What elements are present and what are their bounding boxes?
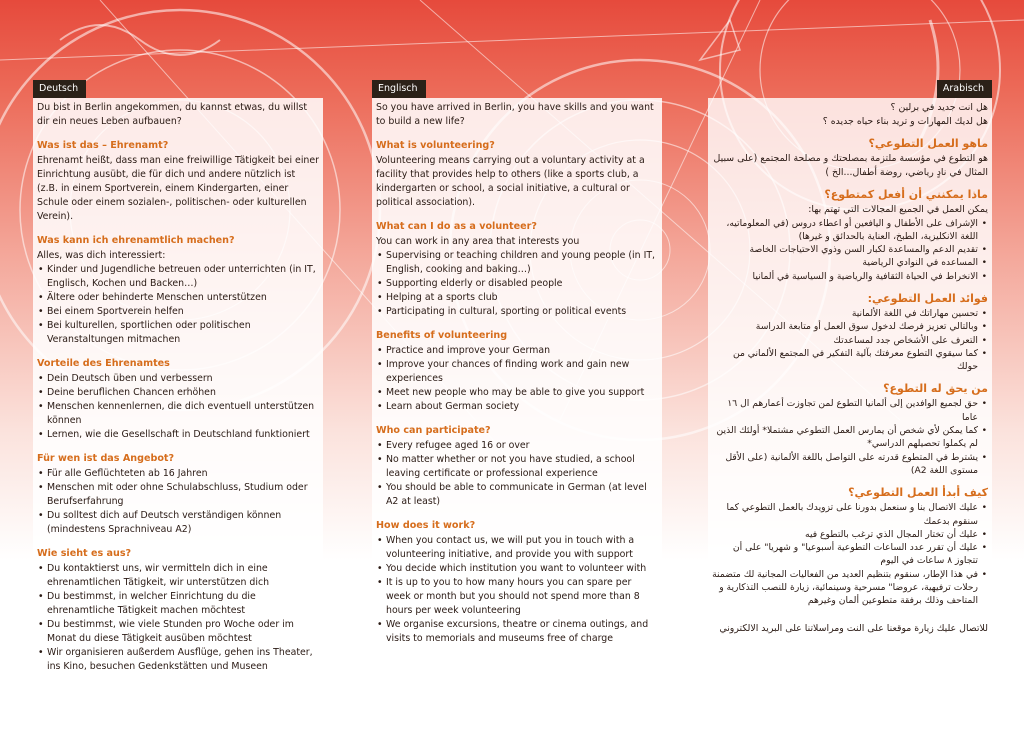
section-text: You can work in any area that interests you: [376, 236, 580, 247]
bullet-list: [712, 397, 988, 477]
list-item: • Supervising or teaching children and young people (in IT, English, cooking and baking…): [376, 249, 658, 277]
list-item: • It is up to you to how many hours you can spare per week or month but you should not spend more than 8 hours per week volunteering: [376, 576, 658, 618]
list-item: • يشترط في المتطوع قدرته على التواصل باللغة الألمانية (على الأقل مستوى اللغة A2): [712, 451, 988, 478]
bullet-list: [712, 501, 988, 607]
list-item: • Dein Deutsch üben und verbessern: [37, 372, 319, 386]
column-englisch: [372, 76, 662, 652]
list-item: • المساعده في النوادي الرياضية: [712, 256, 988, 269]
list-item: • Du bestimmst, wie viele Stunden pro Woche oder im Monat du diese Tätigkeit ausüben möchtest: [37, 618, 319, 646]
bullet-list: [712, 307, 988, 373]
list-item: • عليك أن تقرر عدد الساعات التطوعية أسبوعيا" و شهريا" على أن تتجاوز ٨ ساعات في اليوم: [712, 541, 988, 568]
section-heading: Für wen ist das Angebot?: [37, 453, 175, 464]
column-deutsch: [33, 76, 323, 680]
list-item: • Menschen kennenlernen, die dich eventuell unterstützen können: [37, 400, 319, 428]
list-item: • You decide which institution you want to volunteer with: [376, 562, 658, 576]
list-item: • We organise excursions, theatre or cinema outings, and visits to memorials and museums free of charge: [376, 618, 658, 646]
list-item: • الإشراف على الأطفال و اليافعين أو اعطاء دروس (في المعلوماتيه، اللغة الانكليزية، الطبخ، العناية بالحدائق و غيرها): [712, 217, 988, 244]
list-item: • Helping at a sports club: [376, 291, 658, 305]
list-item: • Du kontaktierst uns, wir vermitteln dich in eine ehrenamtlichen Tätigkeit, wir unterstützen dich: [37, 562, 319, 590]
list-item: • كما سيقوي التطوع معرفتك بآلية التفكير في المجتمع الألماني من حولك: [712, 347, 988, 374]
section-text: هو التطوع في مؤسسة ملتزمة بمصلحتك و مصلحة المجتمع (على سبيل المثال في نادٍ رياضي، روضة أطفال...الخ ): [713, 153, 988, 178]
intro-text: Du bist in Berlin angekommen, du kannst etwas, du willst dir ein neues Leben aufbauen?: [37, 102, 308, 127]
section-heading: Was ist das – Ehrenamt?: [37, 140, 169, 151]
section-heading: What can I do as a volunteer?: [376, 221, 537, 232]
list-item: • Participating in cultural, sporting or political events: [376, 305, 658, 319]
bullet-list: [376, 534, 658, 646]
bullet-list: [37, 263, 319, 347]
section-heading: Was kann ich ehrenamtlich machen?: [37, 235, 235, 246]
section-heading: Who can participate?: [376, 425, 491, 436]
tab-deutsch: Deutsch: [33, 80, 86, 98]
bullet-list: [376, 439, 658, 509]
panel-deutsch: [33, 98, 323, 680]
list-item: • تحسين مهاراتك في اللغة الألمانية: [712, 307, 988, 320]
list-item: • No matter whether or not you have studied, a school leaving certificate or professional experience: [376, 453, 658, 481]
list-item: • Supporting elderly or disabled people: [376, 277, 658, 291]
bullet-list: [37, 372, 319, 442]
list-item: • Every refugee aged 16 or over: [376, 439, 658, 453]
section-heading: كيف أبدأ العمل التطوعي؟: [848, 486, 988, 500]
section-heading: فوائد العمل التطوعي:: [867, 291, 988, 305]
section-heading: Benefits of volunteering: [376, 330, 508, 341]
list-item: • عليك الاتصال بنا و سنعمل بدورنا على تزويدك بالعمل التطوعي كما سنقوم بدعمك: [712, 501, 988, 528]
intro-text: هل انت جديد في برلين ؟: [890, 102, 988, 113]
list-item: • Practice and improve your German: [376, 344, 658, 358]
list-item: • حق لجميع الوافدين إلى ألمانيا التطوع لمن تجاوزت أعمارهم ال ١٦ عاما: [712, 397, 988, 424]
section-heading: What is volunteering?: [376, 140, 495, 151]
list-item: • Learn about German society: [376, 400, 658, 414]
column-arabisch: [708, 76, 992, 641]
list-item: • في هذا الإطار، سنقوم بتنظيم العديد من الفعاليات المجانية لك متضمنة رحلات ترفيهية، عروضا" مسرحية وسينمائية، زيارة للنصب التذكارية و المتاحف وذلك برفقة متطوعين ألمان وغيرهم: [712, 568, 988, 608]
list-item: • When you contact us, we will put you in touch with a volunteering initiative, and provide you with support: [376, 534, 658, 562]
bullet-list: [376, 249, 658, 319]
section-heading: ماذا يمكنني أن أفعل كمتطوع؟: [824, 188, 988, 201]
list-item: • Bei einem Sportverein helfen: [37, 305, 319, 319]
section-text: Volunteering means carrying out a voluntary activity at a facility that provides help to others (like a sports club, a kindergarten or school, a social initiative, a cultural or political association).: [376, 155, 645, 208]
list-item: • Menschen mit oder ohne Schulabschluss, Studium oder Berufserfahrung: [37, 481, 319, 509]
list-item: • Kinder und Jugendliche betreuen oder unterrichten (in IT, Englisch, Kochen und Backen…): [37, 263, 319, 291]
section-text: Ehrenamt heißt, dass man eine freiwillige Tätigkeit bei einer Einrichtung ausübt, die für dich und andere nützlich ist (z.B. in einem Sportverein, einem Kindergarten, einer Schule oder einem sozialen-, politischen- oder kulturellen Verein).: [37, 155, 319, 222]
tab-englisch: Englisch: [372, 80, 426, 98]
bullet-list: [712, 217, 988, 283]
list-item: • Lernen, wie die Gesellschaft in Deutschland funktioniert: [37, 428, 319, 442]
section-heading: من يحق له التطوع؟: [883, 382, 988, 396]
list-item: • الانخراط في الحياة الثقافية والرياضية و السياسية في ألمانيا: [712, 270, 988, 283]
list-item: • تقديم الدعم والمساعدة لكبار السن وذوي الاحتياجات الخاصة: [712, 243, 988, 256]
list-item: • التعرف على الأشخاص جدد لمساعدتك: [712, 334, 988, 347]
section-heading: Vorteile des Ehrenamtes: [37, 358, 170, 369]
list-item: • Du solltest dich auf Deutsch verständigen können (mindestens Sprachniveau A2): [37, 509, 319, 537]
intro-text: هل لديك المهارات و تريد بناء حياه جديده ؟: [822, 115, 988, 127]
section-text: يمكن العمل في الجميع المجالات التي تهتم بها:: [808, 204, 988, 215]
list-item: • Wir organisieren außerdem Ausflüge, gehen ins Theater, ins Kino, besuchen Gedenkstätten und Museen: [37, 646, 319, 674]
section-heading: Wie sieht es aus?: [37, 548, 132, 559]
tab-arabisch: Arabisch: [937, 80, 992, 98]
section-heading: How does it work?: [376, 520, 476, 531]
bullet-list: [37, 467, 319, 537]
list-item: • Du bestimmst, in welcher Einrichtung du die ehrenamtliche Tätigkeit machen möchtest: [37, 590, 319, 618]
list-item: • Improve your chances of finding work and gain new experiences: [376, 358, 658, 386]
list-item: • Bei kulturellen, sportlichen oder politischen Veranstaltungen mitmachen: [37, 319, 319, 347]
panel-englisch: [372, 98, 662, 652]
list-item: • Ältere oder behinderte Menschen unterstützen: [37, 291, 319, 305]
intro-text: So you have arrived in Berlin, you have skills and you want to build a new life?: [376, 102, 654, 127]
bullet-list: [37, 562, 319, 674]
section-heading: ماهو العمل التطوعي؟: [868, 137, 988, 150]
section-text: Alles, was dich interessiert:: [37, 250, 166, 261]
list-item: • وبالتالي تعزيز فرصك لدخول سوق العمل أو متابعة الدراسة: [712, 320, 988, 333]
list-item: • You should be able to communicate in German (at level A2 at least): [376, 481, 658, 509]
list-item: • Deine beruflichen Chancen erhöhen: [37, 386, 319, 400]
contact-note: للاتصال عليك زيارة موقعنا على النت ومراسلاتنا على البريد الالكتروني: [719, 622, 988, 634]
bullet-list: [376, 344, 658, 414]
list-item: • Für alle Geflüchteten ab 16 Jahren: [37, 467, 319, 481]
list-item: • عليك أن تختار المجال الذي ترغب بالتطوع فيه: [712, 528, 988, 541]
list-item: • Meet new people who may be able to give you support: [376, 386, 658, 400]
panel-arabisch: [708, 98, 992, 641]
list-item: • كما يمكن لأي شخص أن يمارس العمل التطوعي مشتملا* أولئك الذين لم يكملوا تحصيلهم الدراسي*: [712, 424, 988, 451]
